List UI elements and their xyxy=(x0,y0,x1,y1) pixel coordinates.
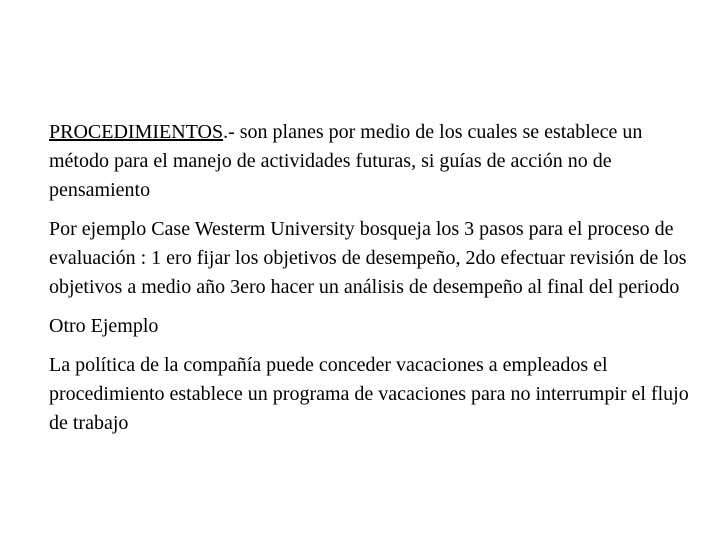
definition-text: .- son planes por medio de los cuales se establece un método para el manejo de actividades futuras, si guías de acción no de pensamiento xyxy=(49,121,643,201)
example-heading: Otro Ejemplo xyxy=(49,315,159,337)
definition-term: PROCEDIMIENTOS xyxy=(49,121,224,143)
example-paragraph-2: La política de la compañía puede conceder vacaciones a empleados el procedimiento establece un programa de vacaciones para no interrumpir el flujo de trabajo xyxy=(49,354,689,434)
definition-paragraph xyxy=(49,118,689,205)
example-paragraph-1: Por ejemplo Case Westerm University bosqueja los 3 pasos para el proceso de evaluación : 1 ero fijar los objetivos de desempeño, 2do efectuar revisión de los objetivos a medio año 3ero hacer un análisis de desempeño al final del periodo xyxy=(49,218,687,298)
slide-body xyxy=(49,118,689,448)
